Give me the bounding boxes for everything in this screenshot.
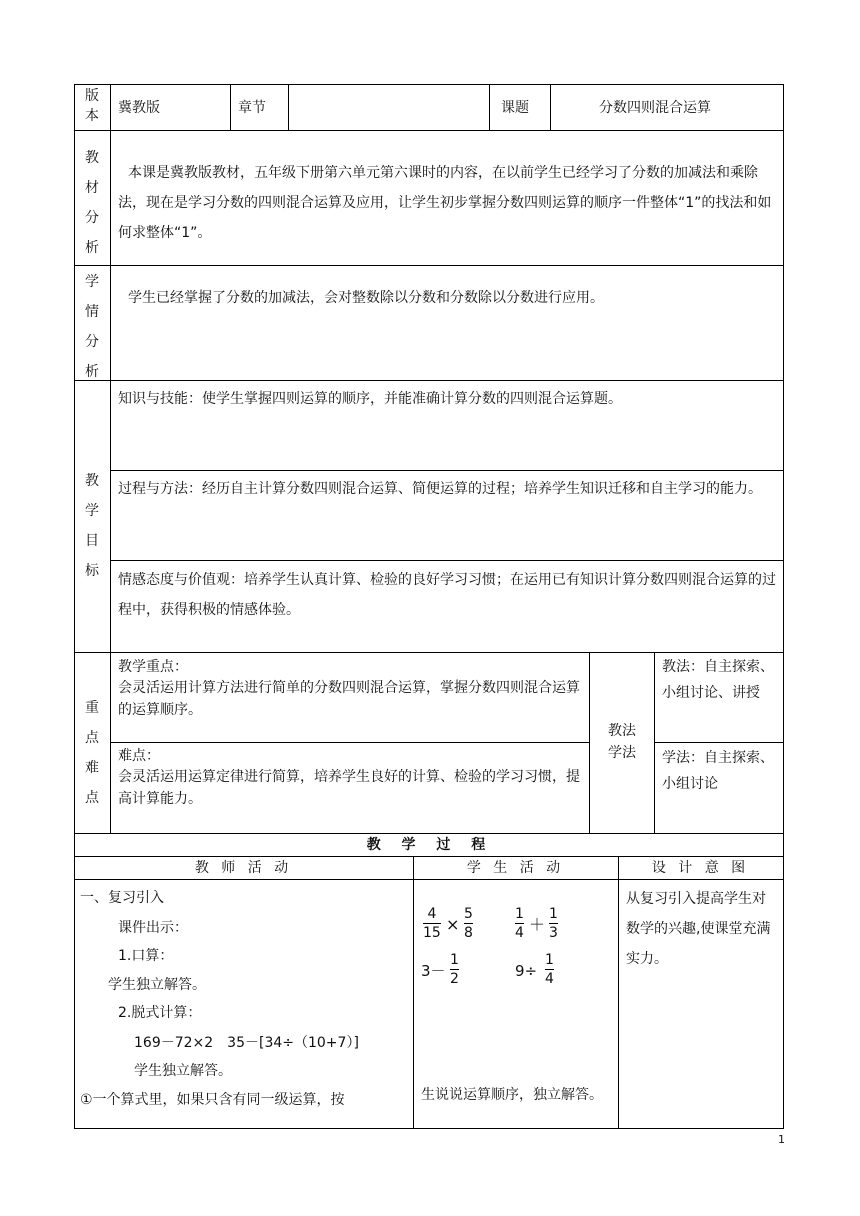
goals-label: 教学目标 bbox=[85, 473, 99, 579]
process-row-divider bbox=[74, 879, 784, 880]
topic-value: 分数四则混合运算 bbox=[599, 100, 711, 116]
design-column-header: 设 计 意 图 bbox=[651, 860, 750, 876]
page-number: 1 bbox=[778, 1133, 785, 1146]
textbook-text: 本课是冀教版教材，五年级下册第六单元第六课时的内容，在以前学生已经学习了分数的加减法和乘除法，现在是学习分数的四则混合运算及应用，让学生初步掌握分数四则运算的顺序一件整体“1”的找法和如何求整体“1”。 bbox=[118, 165, 772, 241]
header-divider bbox=[550, 84, 551, 130]
row-divider bbox=[74, 652, 784, 653]
table-top-border bbox=[74, 84, 784, 85]
process-right-border bbox=[783, 833, 784, 1129]
goal-subdivider bbox=[110, 560, 784, 561]
row-divider bbox=[74, 380, 784, 381]
keypoints-label: 重点难点 bbox=[85, 700, 99, 806]
topic-label: 课题 bbox=[501, 100, 529, 116]
plus-operator: ＋ bbox=[529, 915, 546, 934]
students-text: 学生已经掌握了分数的加减法，会对整数除以分数和分数除以分数进行应用。 bbox=[128, 290, 604, 306]
keypoint-subdivider bbox=[654, 742, 784, 743]
process-top-border bbox=[74, 833, 784, 834]
process-row-divider bbox=[74, 856, 784, 857]
goal-process: 过程与方法：经历自主计算分数四则混合运算、简便运算的过程；培养学生知识迁移和自主学习的能力。 bbox=[118, 481, 762, 497]
key-text: 会灵活运用计算方法进行简单的分数四则混合运算，掌握分数四则混合运算的运算顺序。 bbox=[118, 680, 580, 718]
teacher-line: 2.脱式计算： bbox=[118, 1005, 202, 1021]
keypoint-divider bbox=[589, 652, 590, 833]
difficulty-text: 会灵活运用运算定律进行简算，培养学生良好的计算、检验的学习习惯，提高计算能力。 bbox=[118, 769, 580, 807]
teacher-line: 169－72×2 35－[34÷（10+7）] bbox=[134, 1035, 359, 1051]
learn-method: 学法：自主探索、小组讨论 bbox=[662, 750, 774, 792]
teacher-line: 一、复习引入 bbox=[80, 890, 164, 906]
process-bottom-border bbox=[74, 1128, 784, 1129]
process-col-divider bbox=[618, 856, 619, 1129]
process-title: 教 学 过 程 bbox=[366, 837, 494, 853]
fraction-1-2: 1 2 bbox=[450, 952, 459, 987]
table-right-border bbox=[783, 84, 784, 833]
times-operator: × bbox=[446, 915, 460, 934]
student-note: 生说说运算顺序，独立解答。 bbox=[421, 1087, 603, 1103]
chapter-label: 章节 bbox=[238, 100, 266, 116]
header-divider bbox=[288, 84, 289, 130]
fraction-4-15: 4 15 bbox=[423, 906, 441, 941]
label-column-divider bbox=[110, 84, 111, 833]
fraction-1-3: 1 3 bbox=[549, 906, 558, 941]
keypoint-subdivider bbox=[110, 742, 589, 743]
header-divider bbox=[489, 84, 490, 130]
goal-emotion: 情感态度与价值观：培养学生认真计算、检验的良好学习习惯；在运用已有知识计算分数四则混合运算的过程中，获得积极的情感体验。 bbox=[118, 572, 776, 618]
textbook-label: 教材分析 bbox=[85, 150, 99, 256]
goal-knowledge: 知识与技能：使学生掌握四则运算的顺序，并能准确计算分数的四则混合运算题。 bbox=[118, 391, 622, 407]
fraction-1-4: 1 4 bbox=[515, 906, 524, 941]
version-value: 冀教版 bbox=[118, 100, 160, 116]
student-column-header: 学 生 活 动 bbox=[466, 860, 565, 876]
key-title: 教学重点： bbox=[118, 659, 188, 675]
row-divider bbox=[74, 265, 784, 266]
teacher-line: 课件出示： bbox=[118, 920, 188, 936]
header-divider bbox=[230, 84, 231, 130]
process-col-divider bbox=[413, 856, 414, 1129]
method-label: 教法学法 bbox=[608, 723, 636, 761]
teacher-column-header: 教 师 活 动 bbox=[194, 860, 293, 876]
fraction-1-4b: 1 4 bbox=[545, 952, 554, 987]
difficulty-title: 难点： bbox=[118, 748, 160, 764]
teacher-line: 1.口算： bbox=[118, 948, 174, 964]
table-left-border bbox=[74, 84, 75, 833]
teacher-line: ①一个算式里，如果只含有同一级运算，按 bbox=[80, 1092, 345, 1108]
teach-method: 教法：自主探索、小组讨论、讲授 bbox=[662, 659, 774, 701]
teacher-line: 学生独立解答。 bbox=[108, 977, 206, 993]
goal-subdivider bbox=[110, 470, 784, 471]
row-divider bbox=[74, 130, 784, 131]
whole-minus: 3－ bbox=[421, 962, 446, 980]
version-label: 版本 bbox=[85, 88, 99, 124]
fraction-5-8: 5 8 bbox=[464, 906, 473, 941]
teacher-line: 学生独立解答。 bbox=[134, 1063, 232, 1079]
students-label: 学情分析 bbox=[85, 274, 99, 380]
design-text: 从复习引入提高学生对数学的兴趣,使课堂充满实力。 bbox=[626, 891, 771, 967]
whole-divide: 9÷ bbox=[515, 962, 538, 980]
